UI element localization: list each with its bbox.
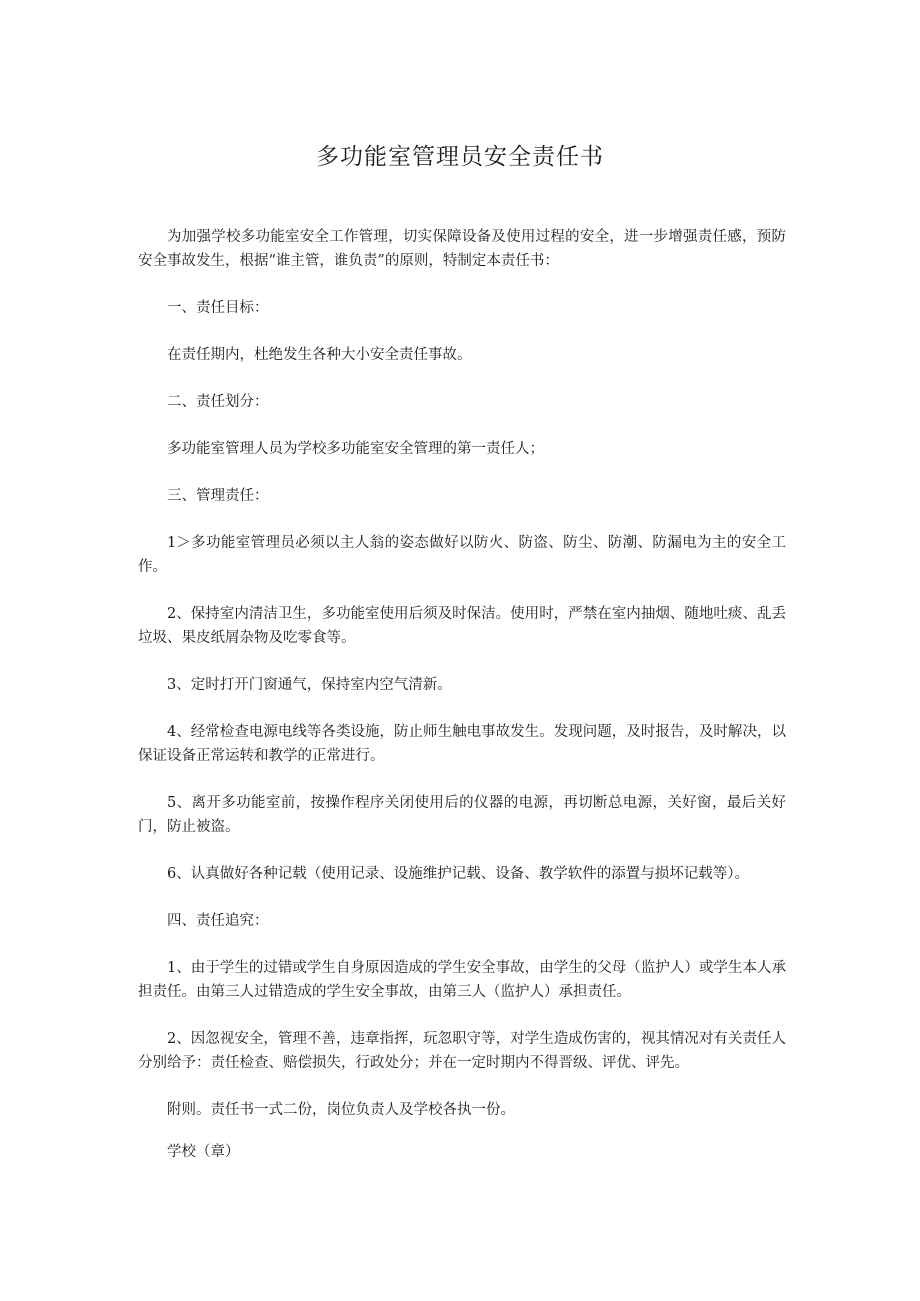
heading-accountability: 四、责任追究： (167, 913, 269, 929)
paragraph-item-3: 3、定时打开门窗通气，保持室内空气清新。 (167, 677, 452, 693)
paragraph-item-2: 2、保持室内清洁卫生，多功能室使用后须及时保洁。使用时，严禁在室内抽烟、随地吐痰、乱丢垃圾、果皮纸屑杂物及吃零食等。 (138, 606, 786, 646)
heading-responsibility-goal: 一、责任目标： (167, 300, 269, 316)
paragraph-accountability-1: 1、由于学生的过错或学生自身原因造成的学生安全事故，由学生的父母（监护人）或学生本人承担责任。由第三人过错造成的学生安全事故，由第三人（监护人）承担责任。 (138, 960, 786, 1000)
paragraph-item-6: 6、认真做好各种记载（使用记录、设施维护记载、设备、教学软件的添置与损坏记载等）。 (167, 866, 749, 882)
paragraph-supplementary: 附则。责任书一式二份，岗位负责人及学校各执一份。 (167, 1102, 515, 1118)
heading-management-responsibility: 三、管理责任： (167, 488, 269, 504)
paragraph-item-1: 1＞多功能室管理员必须以主人翁的姿态做好以防火、防盗、防尘、防潮、防漏电为主的安全工作。 (138, 535, 786, 575)
school-seal-label: 学校（章） (167, 1144, 240, 1160)
paragraph-accountability-2: 2、因忽视安全，管理不善，违章指挥，玩忽职守等，对学生造成伤害的，视其情况对有关责任人分别给予：责任检查、赔偿损失，行政处分；并在一定时期内不得晋级、评优、评先。 (138, 1031, 786, 1071)
document-title: 多功能室管理员安全责任书 (316, 144, 604, 170)
paragraph-goal: 在责任期内，杜绝发生各种大小安全责任事故。 (167, 347, 472, 363)
paragraph-item-4: 4、经常检查电源电线等各类设施，防止师生触电事故发生。发现问题，及时报告，及时解决，以保证设备正常运转和教学的正常进行。 (138, 724, 786, 764)
paragraph-division: 多功能室管理人员为学校多功能室安全管理的第一责任人； (167, 441, 544, 457)
document-body (138, 225, 786, 1187)
heading-responsibility-division: 二、责任划分： (167, 394, 269, 410)
paragraph-item-5: 5、离开多功能室前，按操作程序关闭使用后的仪器的电源，再切断总电源，关好窗，最后关好门，防止被盗。 (138, 795, 786, 835)
paragraph-intro: 为加强学校多功能室安全工作管理，切实保障设备及使用过程的安全，进一步增强责任感，预防安全事故发生，根据“谁主管，谁负责”的原则，特制定本责任书： (138, 229, 786, 269)
